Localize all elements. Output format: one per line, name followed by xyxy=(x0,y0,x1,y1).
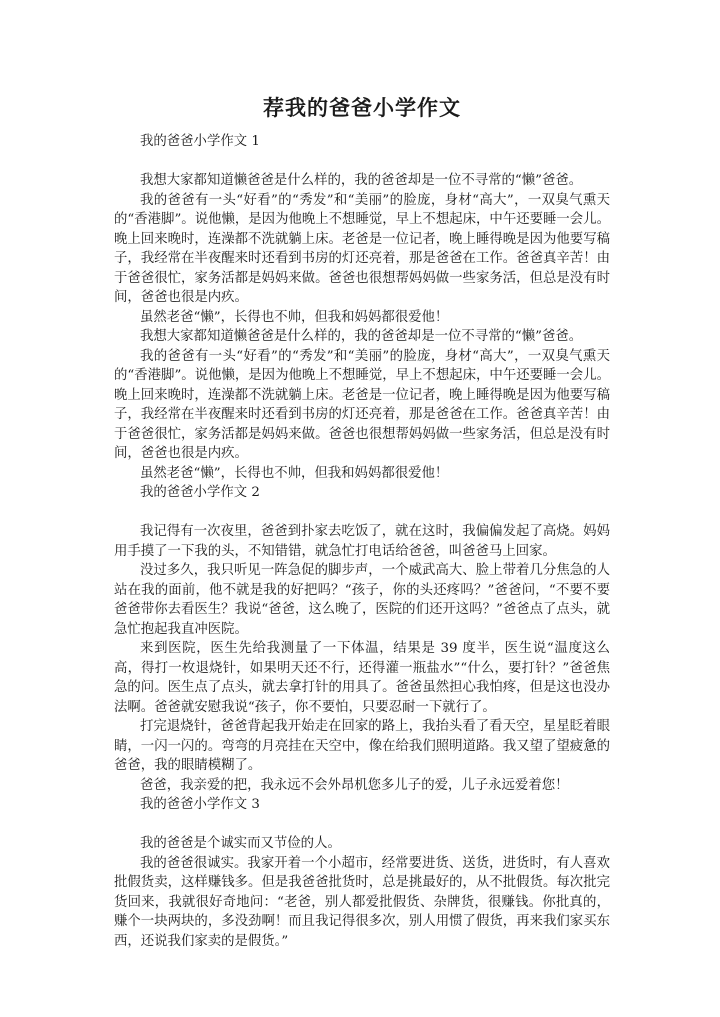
section-heading-1: 我的爸爸小学作文 1 xyxy=(140,134,260,149)
paragraph: 我的爸爸有一头“好看”的“秀发”和“美丽”的脸庞，身材“高大”，一双臭气熏天的“香港脚”。说他懒，是因为他晚上不想睡觉，早上不想起床，中午还要睡一会儿。晚上回来晚时，连澡都不洗就躺上床。老爸是一位记者，晚上睡得晚是因为他要写稿子，我经常在半夜醒来时还看到书房的灯还亮着，那是爸爸在工作。爸爸真辛苦！由于爸爸很忙，家务活都是妈妈来做。爸爸也很想帮妈妈做一些家务活，但总是没有时间，爸爸也很是内疚。 xyxy=(114,348,610,461)
blank-line xyxy=(114,815,610,835)
paragraph: 我想大家都知道懒爸爸是什么样的，我的爸爸却是一位不寻常的“懒”爸爸。 xyxy=(140,329,583,344)
paragraph: 来到医院，医生先给我测量了一下体温，结果是 39 度半，医生说“温度这么高，得打一枚退烧针，如果明天还不行，还得灌一瓶盐水”“什么，要打针？”爸爸焦急的问。医生点了点头，就去拿打针的用具了。爸爸虽然担心我怕疼，但是这也没办法啊。爸爸就安慰我说“孩子，你不要怕，只要忍耐一下就行了。 xyxy=(114,641,610,715)
document-page xyxy=(114,94,610,951)
paragraph: 打完退烧针，爸爸背起我开始走在回家的路上，我抬头看了看天空，星星眨着眼睛，一闪一闪的。弯弯的月亮挂在天空中，像在给我们照明道路。我又望了望疲惫的爸爸，我的眼睛模糊了。 xyxy=(114,719,610,773)
paragraph: 我想大家都知道懒爸爸是什么样的，我的爸爸却是一位不寻常的“懒”爸爸。 xyxy=(140,173,583,188)
paragraph: 我的爸爸很诚实。我家开着一个小超市，经常要进货、送货，进货时，有人喜欢批假货卖，这样赚钱多。但是我爸爸批货时，总是挑最好的，从不批假货。每次批完货回来，我就很好奇地问：“老爸，别人都爱批假货、杂牌货，很赚钱。你批真的，赚个一块两块的，多没劲啊！而且我记得很多次，别人用惯了假货，再来我们家买东西，还说我们家卖的是假货。” xyxy=(114,855,610,949)
paragraph: 我的爸爸有一头“好看”的“秀发”和“美丽”的脸庞，身材“高大”，一双臭气熏天的“香港脚”。说他懒，是因为他晚上不想睡觉，早上不想起床，中午还要睡一会儿。晚上回来晚时，连澡都不洗就躺上床。老爸是一位记者，晚上睡得晚是因为他要写稿子，我经常在半夜醒来时还看到书房的灯还亮着，那是爸爸在工作。爸爸真辛苦！由于爸爸很忙，家务活都是妈妈来做。爸爸也很想帮妈妈做一些家务活，但总是没有时间，爸爸也很是内疚。 xyxy=(114,192,610,305)
blank-line xyxy=(114,503,610,523)
paragraph: 虽然老爸“懒”，长得也不帅，但我和妈妈都很爱他！ xyxy=(140,309,449,325)
section-heading-2: 我的爸爸小学作文 2 xyxy=(140,485,260,500)
section-heading-3: 我的爸爸小学作文 3 xyxy=(140,797,260,812)
paragraph: 我记得有一次夜里，爸爸到扑家去吃饭了，就在这时，我偏偏发起了高烧。妈妈用手摸了一下我的头，不知错错，就急忙打电话给爸爸，叫爸爸马上回家。 xyxy=(114,524,610,559)
paragraph: 没过多久，我只听见一阵急促的脚步声，一个威武高大、脸上带着几分焦急的人站在我的面前，他不就是我的好把吗？“孩子，你的头还疼吗？”爸爸问，“不要不要爸爸带你去看医生？我说“爸爸，这么晚了，医院的们还开这吗？”爸爸点了点头，就急忙抱起我直冲医院。 xyxy=(114,563,610,637)
paragraph: 我的爸爸是个诚实而又节俭的人。 xyxy=(140,836,341,851)
document-title: 荐我的爸爸小学作文 xyxy=(263,95,461,120)
paragraph: 虽然老爸“懒”，长得也不帅，但我和妈妈都很爱他！ xyxy=(140,465,449,481)
blank-line xyxy=(114,152,610,172)
paragraph: 爸爸，我亲爱的把，我永远不会外昂机您多儿子的爱，儿子永远爱着您！ xyxy=(140,777,569,793)
